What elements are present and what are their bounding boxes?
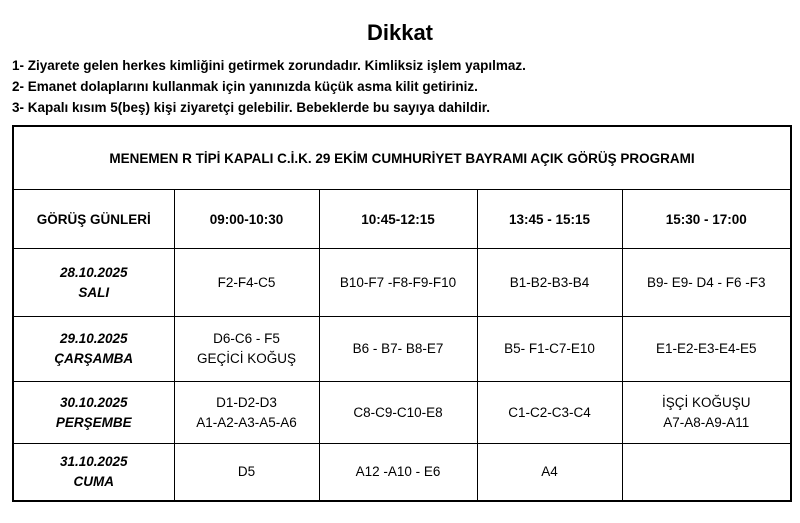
table-row bbox=[13, 382, 791, 444]
slot-cell bbox=[622, 249, 791, 317]
slot-text: D5 bbox=[237, 464, 256, 479]
rule-item: 1- Ziyarete gelen herkes kimliğini getirmek zorundadır. Kimliksiz işlem yapılmaz. bbox=[12, 58, 526, 73]
weekday-label: CUMA bbox=[73, 474, 114, 489]
weekday-label: ÇARŞAMBA bbox=[54, 351, 134, 366]
slot-cell bbox=[319, 444, 477, 502]
day-cell bbox=[13, 317, 174, 382]
rules-list bbox=[12, 55, 526, 118]
slot-cell bbox=[319, 382, 477, 444]
slot-cell bbox=[174, 382, 319, 444]
slot-cell bbox=[477, 444, 622, 502]
slot-text: D6-C6 - F5 bbox=[213, 331, 280, 346]
program-heading: MENEMEN R TİPİ KAPALI C.İ.K. 29 EKİM CUMHURİYET BAYRAMI AÇIK GÖRÜŞ PROGRAMI bbox=[13, 126, 791, 190]
slot-cell-empty bbox=[622, 444, 791, 502]
slot-text: F2-F4-C5 bbox=[217, 274, 276, 290]
table-row bbox=[13, 444, 791, 502]
day-cell bbox=[13, 249, 174, 317]
slot-cell bbox=[622, 317, 791, 382]
slot-cell bbox=[477, 249, 622, 317]
slot-text: C1-C2-C3-C4 bbox=[508, 404, 591, 420]
table-row bbox=[13, 249, 791, 317]
slot-text: B6 - B7- B8-E7 bbox=[352, 341, 444, 356]
column-header: GÖRÜŞ GÜNLERİ bbox=[13, 190, 174, 249]
table-heading-row bbox=[13, 126, 791, 190]
visit-program-table bbox=[12, 125, 792, 502]
slot-cell bbox=[174, 444, 319, 502]
slot-text: GEÇİCİ KOĞUŞ bbox=[196, 351, 296, 366]
day-cell bbox=[13, 382, 174, 444]
column-header: 15:30 - 17:00 bbox=[622, 190, 791, 249]
column-header: 09:00-10:30 bbox=[174, 190, 319, 249]
slot-text: İŞÇİ KOĞUŞU bbox=[662, 394, 751, 410]
slot-text: A1-A2-A3-A5-A6 bbox=[196, 414, 297, 430]
slot-text: B9- E9- D4 - F6 -F3 bbox=[647, 274, 766, 290]
slot-text: B1-B2-B3-B4 bbox=[509, 274, 590, 290]
table-header-row bbox=[13, 190, 791, 249]
slot-text: E1-E2-E3-E4-E5 bbox=[655, 341, 757, 356]
slot-text: A12 -A10 - E6 bbox=[355, 464, 441, 479]
rule-item: 2- Emanet dolaplarını kullanmak için yanınızda küçük asma kilit getiriniz. bbox=[12, 79, 478, 94]
day-cell bbox=[13, 444, 174, 502]
weekday-label: SALI bbox=[78, 284, 110, 300]
column-header: 10:45-12:15 bbox=[319, 190, 477, 249]
slot-text: A4 bbox=[541, 464, 558, 479]
slot-cell bbox=[174, 249, 319, 317]
table-row bbox=[13, 317, 791, 382]
date-label: 31.10.2025 bbox=[59, 454, 128, 469]
slot-text: D1-D2-D3 bbox=[216, 394, 277, 410]
slot-text: B10-F7 -F8-F9-F10 bbox=[339, 274, 457, 290]
slot-cell bbox=[477, 382, 622, 444]
slot-cell bbox=[319, 317, 477, 382]
slot-cell bbox=[477, 317, 622, 382]
date-label: 29.10.2025 bbox=[59, 331, 128, 346]
rule-item: 3- Kapalı kısım 5(beş) kişi ziyaretçi gelebilir. Bebeklerde bu sayıya dahildir. bbox=[12, 100, 490, 115]
slot-cell bbox=[622, 382, 791, 444]
slot-text: C8-C9-C10-E8 bbox=[353, 404, 443, 420]
weekday-label: PERŞEMBE bbox=[55, 414, 132, 430]
date-label: 30.10.2025 bbox=[59, 394, 128, 410]
slot-cell bbox=[319, 249, 477, 317]
page-title: Dikkat bbox=[366, 20, 434, 45]
slot-cell bbox=[174, 317, 319, 382]
column-header: 13:45 - 15:15 bbox=[477, 190, 622, 249]
slot-text: B5- F1-C7-E10 bbox=[504, 341, 595, 356]
date-label: 28.10.2025 bbox=[59, 264, 128, 280]
slot-text: A7-A8-A9-A11 bbox=[663, 414, 750, 430]
